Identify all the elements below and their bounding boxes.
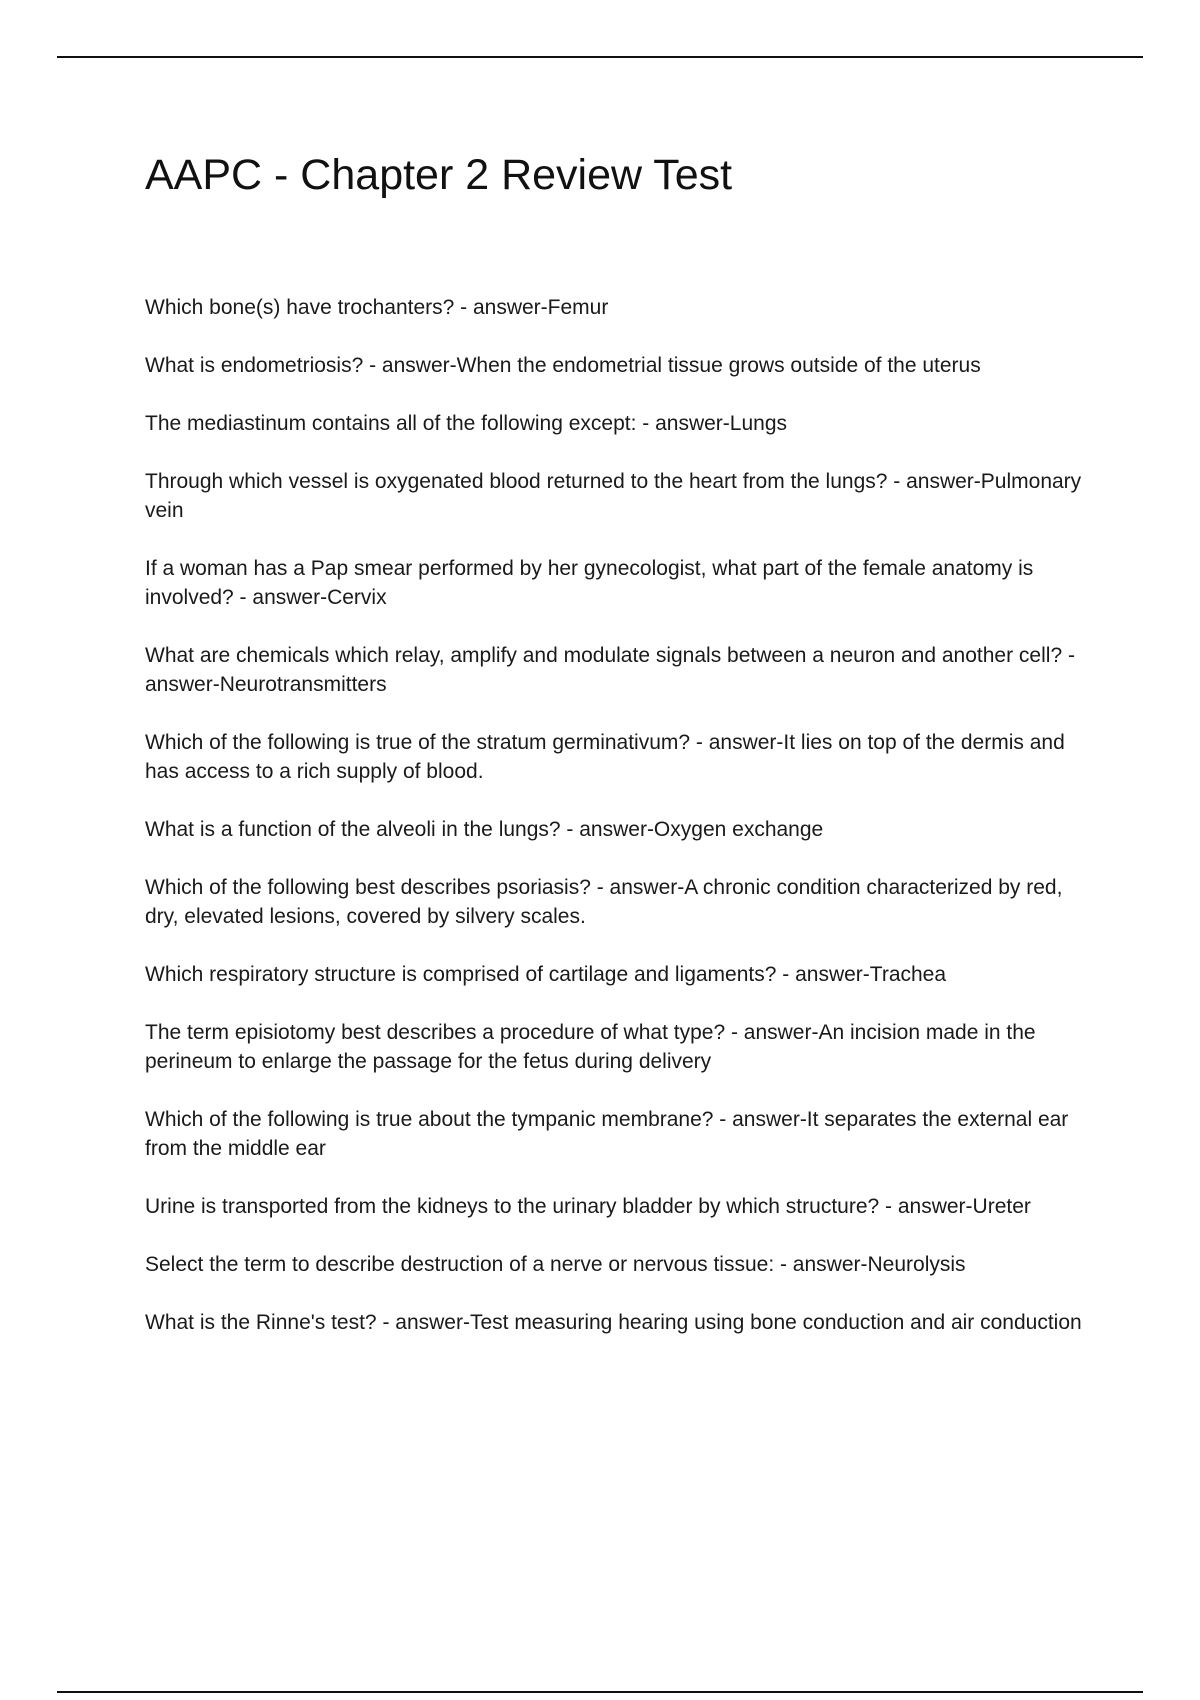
qa-item-6: What are chemicals which relay, amplify and modulate signals between a neuron and another cell? - answer-Neurotransmitters — [145, 644, 1075, 696]
qa-item-8: What is a function of the alveoli in the lungs? - answer-Oxygen exchange — [145, 818, 824, 841]
header-rule — [57, 56, 1143, 58]
qa-item-12: Which of the following is true about the tympanic membrane? - answer-It separates the external ear from the middle ear — [145, 1108, 1069, 1160]
qa-item-10: Which respiratory structure is comprised of cartilage and ligaments? - answer-Trachea — [145, 963, 947, 986]
qa-item-14: Select the term to describe destruction of a nerve or nervous tissue: - answer-Neurolysis — [145, 1253, 966, 1276]
qa-item-15: What is the Rinne's test? - answer-Test measuring hearing using bone conduction and air conduction — [145, 1311, 1082, 1334]
qa-item-13: Urine is transported from the kidneys to the urinary bladder by which structure? - answer-Ureter — [145, 1195, 1031, 1218]
qa-item-7: Which of the following is true of the stratum germinativum? - answer-It lies on top of the dermis and has access to a rich supply of blood. — [145, 731, 1065, 783]
page-title: AAPC - Chapter 2 Review Test — [145, 151, 733, 199]
footer-rule — [57, 1691, 1143, 1693]
qa-item-1: Which bone(s) have trochanters? - answer-Femur — [145, 296, 609, 319]
qa-item-5: If a woman has a Pap smear performed by her gynecologist, what part of the female anatomy is involved? - answer-Cervix — [145, 557, 1034, 609]
qa-item-4: Through which vessel is oxygenated blood returned to the heart from the lungs? - answer-Pulmonary vein — [145, 470, 1082, 522]
question-answer-list — [145, 293, 1090, 1366]
qa-item-9: Which of the following best describes psoriasis? - answer-A chronic condition characterized by red, dry, elevated lesions, covered by silvery scales. — [145, 876, 1063, 928]
qa-item-11: The term episiotomy best describes a procedure of what type? - answer-An incision made in the perineum to enlarge the passage for the fetus during delivery — [145, 1021, 1036, 1073]
qa-item-2: What is endometriosis? - answer-When the endometrial tissue grows outside of the uterus — [145, 354, 981, 377]
qa-item-3: The mediastinum contains all of the following except: - answer-Lungs — [145, 412, 787, 435]
